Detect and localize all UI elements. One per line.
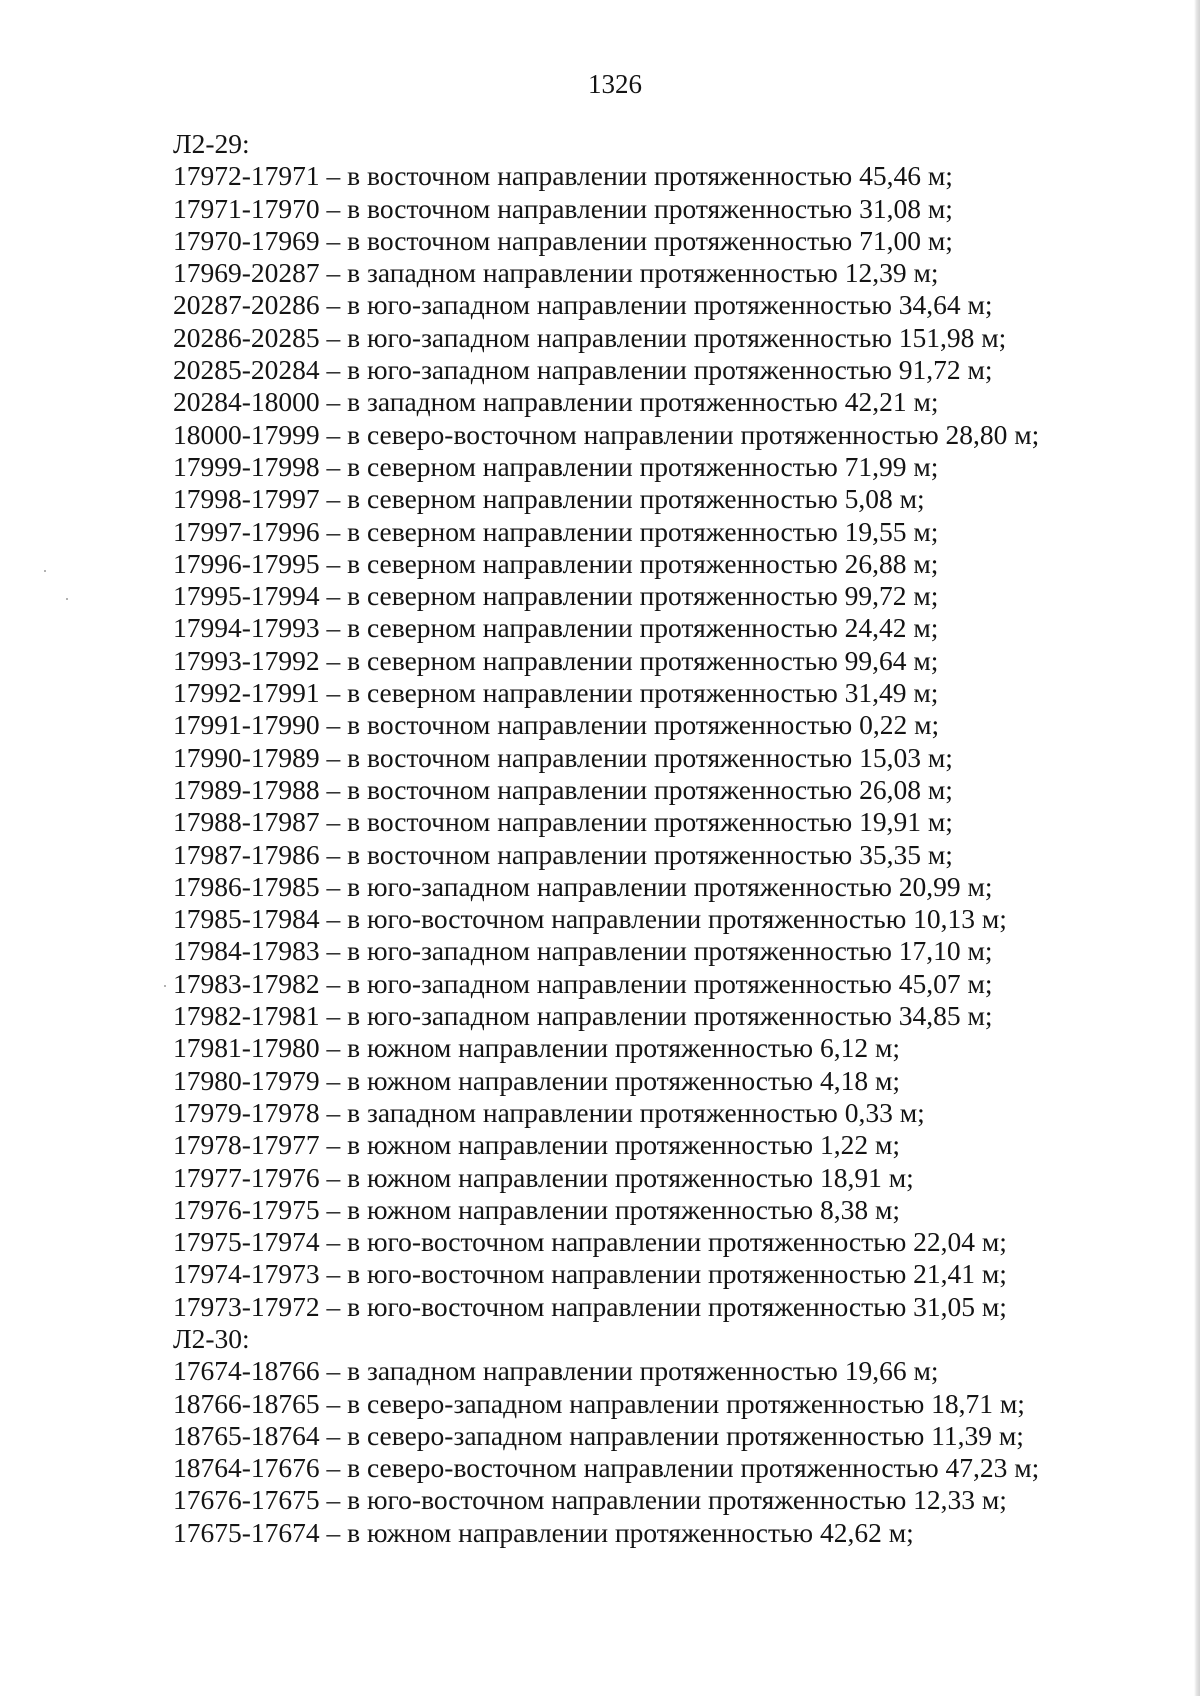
boundary-segment: 17995-17994 – в северном направлении протяженностью 99,72 м; (173, 580, 939, 612)
boundary-segment: 17979-17978 – в западном направлении протяженностью 0,33 м; (173, 1096, 925, 1128)
boundary-segment: 20287-20286 – в юго-западном направлении протяженностью 34,64 м; (173, 289, 993, 321)
scan-speck (44, 570, 46, 572)
scan-speck (164, 985, 166, 987)
boundary-segment: 17981-17980 – в южном направлении протяженностью 6,12 м; (173, 1032, 901, 1064)
boundary-segment: 17984-17983 – в юго-западном направлении протяженностью 17,10 м; (173, 935, 993, 967)
boundary-segment: 20285-20284 – в юго-западном направлении протяженностью 91,72 м; (173, 354, 993, 386)
boundary-segment: 17675-17674 – в южном направлении протяженностью 42,62 м; (173, 1516, 914, 1548)
boundary-segment: 17978-17977 – в южном направлении протяженностью 1,22 м; (173, 1129, 901, 1161)
section-l2-29 (173, 128, 1133, 1323)
scan-edge (1194, 0, 1200, 1696)
boundary-segment: 18766-18765 – в северо-западном направлении протяженностью 18,71 м; (173, 1387, 1025, 1419)
boundary-segment: 17991-17990 – в восточном направлении протяженностью 0,22 м; (173, 709, 940, 741)
section-label: Л2-30: (173, 1322, 250, 1354)
boundary-segment: 17980-17979 – в южном направлении протяженностью 4,18 м; (173, 1064, 901, 1096)
boundary-description (173, 128, 1133, 1549)
boundary-segment: 17982-17981 – в юго-западном направлении протяженностью 34,85 м; (173, 1000, 993, 1032)
boundary-segment: 17976-17975 – в южном направлении протяженностью 8,38 м; (173, 1193, 901, 1225)
page-number: 1326 (588, 69, 642, 99)
boundary-segment: 17985-17984 – в юго-восточном направлении протяженностью 10,13 м; (173, 903, 1007, 935)
boundary-segment: 17996-17995 – в северном направлении протяженностью 26,88 м; (173, 547, 939, 579)
boundary-segment: 17989-17988 – в восточном направлении протяженностью 26,08 м; (173, 773, 953, 805)
boundary-segment: 18764-17676 – в северо-восточном направлении протяженностью 47,23 м; (173, 1452, 1040, 1484)
section-l2-30 (173, 1323, 1133, 1549)
boundary-segment: 17969-20287 – в западном направлении протяженностью 12,39 м; (173, 257, 939, 289)
boundary-segment: 20284-18000 – в западном направлении протяженностью 42,21 м; (173, 386, 939, 418)
boundary-segment: 17998-17997 – в северном направлении протяженностью 5,08 м; (173, 483, 925, 515)
boundary-segment: 17970-17969 – в восточном направлении протяженностью 71,00 м; (173, 224, 953, 256)
boundary-segment: 17972-17971 – в восточном направлении протяженностью 45,46 м; (173, 160, 953, 192)
boundary-segment: 17988-17987 – в восточном направлении протяженностью 19,91 м; (173, 806, 953, 838)
boundary-segment: 17986-17985 – в юго-западном направлении протяженностью 20,99 м; (173, 870, 993, 902)
boundary-segment: 17973-17972 – в юго-восточном направлении протяженностью 31,05 м; (173, 1290, 1007, 1322)
boundary-segment: 17994-17993 – в северном направлении протяженностью 24,42 м; (173, 612, 939, 644)
boundary-segment: 17676-17675 – в юго-восточном направлении протяженностью 12,33 м; (173, 1484, 1007, 1516)
boundary-segment: 17971-17970 – в восточном направлении протяженностью 31,08 м; (173, 192, 953, 224)
boundary-segment: 17974-17973 – в юго-восточном направлении протяженностью 21,41 м; (173, 1258, 1007, 1290)
scan-speck (66, 598, 68, 600)
boundary-segment: 17997-17996 – в северном направлении протяженностью 19,55 м; (173, 515, 939, 547)
boundary-segment: 17999-17998 – в северном направлении протяженностью 71,99 м; (173, 450, 939, 482)
boundary-segment: 17992-17991 – в северном направлении протяженностью 31,49 м; (173, 677, 939, 709)
boundary-segment: 17977-17976 – в южном направлении протяженностью 18,91 м; (173, 1161, 914, 1193)
boundary-segment: 17990-17989 – в восточном направлении протяженностью 15,03 м; (173, 741, 953, 773)
boundary-segment: 17987-17986 – в восточном направлении протяженностью 35,35 м; (173, 838, 953, 870)
section-label: Л2-29: (173, 128, 250, 159)
boundary-segment: 17674-18766 – в западном направлении протяженностью 19,66 м; (173, 1355, 939, 1387)
boundary-segment: 17975-17974 – в юго-восточном направлении протяженностью 22,04 м; (173, 1226, 1007, 1258)
boundary-segment: 20286-20285 – в юго-западном направлении протяженностью 151,98 м; (173, 321, 1007, 353)
boundary-segment: 18765-18764 – в северо-западном направлении протяженностью 11,39 м; (173, 1419, 1024, 1451)
boundary-segment: 18000-17999 – в северо-восточном направлении протяженностью 28,80 м; (173, 418, 1040, 450)
boundary-segment: 17993-17992 – в северном направлении протяженностью 99,64 м; (173, 644, 939, 676)
boundary-segment: 17983-17982 – в юго-западном направлении протяженностью 45,07 м; (173, 967, 993, 999)
